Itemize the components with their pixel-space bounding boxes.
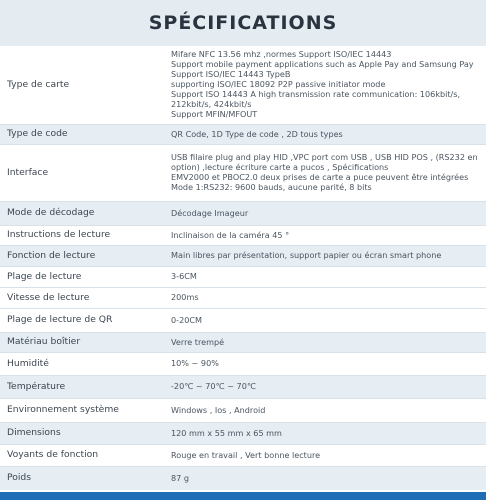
spec-label: Température [7, 380, 66, 392]
spec-value [171, 209, 486, 219]
spec-value-line: Windows , Ios , Android [171, 405, 266, 415]
spec-value [171, 231, 486, 241]
spec-value-line: 120 mm x 55 mm x 65 mm [171, 428, 282, 438]
spec-value-line: Support ISO/IEC 14443 TypeB [171, 70, 291, 80]
bottom-accent-band [0, 492, 486, 500]
spec-row-dimensions [0, 423, 486, 445]
spec-value-line: USB filaire plug and play HID ,VPC port com USB , USB HID POS , (RS232 en [171, 153, 478, 163]
spec-row-code-type [0, 125, 486, 145]
spec-value-line: Support mobile payment applications such as Apple Pay and Samsung Pay [171, 60, 474, 70]
spec-label: Dimensions [7, 427, 61, 439]
spec-value [171, 338, 486, 348]
spec-value-line: 3-6CM [171, 272, 197, 282]
spec-label: Matériau boîtier [7, 336, 81, 348]
spec-value [171, 251, 486, 261]
spec-value-line: 200ms [171, 293, 199, 303]
spec-row-card-type [0, 46, 486, 125]
spec-value [171, 451, 486, 461]
spec-value-line: 0-20CM [171, 315, 203, 325]
spec-value-line: 212kbit/s, 424kbit/s [171, 99, 252, 109]
spec-row-reading-range [0, 267, 486, 288]
spec-value-line: 10% ~ 90% [171, 359, 219, 369]
spec-value-line: QR Code, 1D Type de code , 2D tous types [171, 129, 343, 139]
spec-row-humidity [0, 353, 486, 376]
spec-value-line: Mode 1:RS232: 9600 bauds, aucune parité, 8 bits [171, 182, 372, 192]
spec-value-line: EMV2000 et PBOC2.0 deux prises de carte a puce peuvent être intégrées [171, 173, 469, 182]
spec-label: Type de carte [7, 78, 70, 90]
spec-row-reading-speed [0, 288, 486, 309]
spec-label: Poids [7, 472, 32, 484]
spec-value-line: supporting ISO/IEC 18092 P2P passive initiator mode [171, 80, 386, 90]
spec-value-line: Verre trempé [171, 337, 225, 347]
spec-value [171, 153, 486, 192]
spec-row-decode-mode [0, 202, 486, 226]
spec-label: Type de code [7, 128, 68, 140]
spec-value-line: Support ISO 14443 A high transmission rate communication: 106kbit/s, [171, 89, 461, 99]
spec-value-line: Inclinaison de la caméra 45 ° [171, 230, 290, 240]
spec-value-line: option) ,lecture écriture carte a pucos , Spécifications [171, 163, 389, 173]
spec-value [171, 474, 486, 484]
spec-label: Voyants de fonction [7, 449, 99, 461]
spec-row-interface [0, 145, 486, 202]
page-title: SPÉCIFICATIONS [148, 12, 338, 34]
spec-value-line: Décodage Imageur [171, 208, 249, 218]
spec-row-reading-instructions [0, 226, 486, 246]
spec-label: Plage de lecture de QR [7, 314, 113, 326]
spec-row-weight [0, 467, 486, 490]
spec-label: Fonction de lecture [7, 249, 96, 261]
spec-label: Vitesse de lecture [7, 291, 90, 303]
spec-row-system-environment [0, 399, 486, 423]
spec-value [171, 130, 486, 140]
spec-value [171, 50, 486, 119]
spec-label: Interface [7, 166, 49, 178]
spec-value-line: Support MFIN/MFOUT [171, 109, 258, 119]
spec-value [171, 429, 486, 439]
spec-value-line: Main libres par présentation, support papier ou écran smart phone [171, 251, 442, 261]
spec-value [171, 272, 486, 282]
spec-value [171, 406, 486, 416]
spec-value [171, 382, 486, 392]
spec-value [171, 293, 486, 303]
spec-label: Plage de lecture [7, 270, 82, 282]
spec-label: Instructions de lecture [7, 229, 111, 241]
spec-row-qr-range [0, 309, 486, 333]
spec-table [0, 46, 486, 490]
spec-row-temperature [0, 376, 486, 399]
spec-row-reading-function [0, 246, 486, 267]
spec-value-line: Rouge en travail , Vert bonne lecture [171, 450, 321, 460]
spec-value-line: 87 g [171, 473, 190, 483]
spec-label: Humidité [7, 357, 49, 369]
spec-value-line: Mifare NFC 13.56 mhz ,normes Support ISO/IEC 14443 [171, 50, 392, 60]
spec-label: Environnement système [7, 404, 119, 416]
title-band [0, 0, 486, 46]
spec-row-housing-material [0, 333, 486, 353]
spec-label: Mode de décodage [7, 207, 95, 219]
spec-value [171, 359, 486, 369]
spec-row-status-lights [0, 445, 486, 467]
spec-value [171, 316, 486, 326]
spec-value-line: -20℃ ~ 70℃ ~ 70℃ [171, 382, 256, 392]
